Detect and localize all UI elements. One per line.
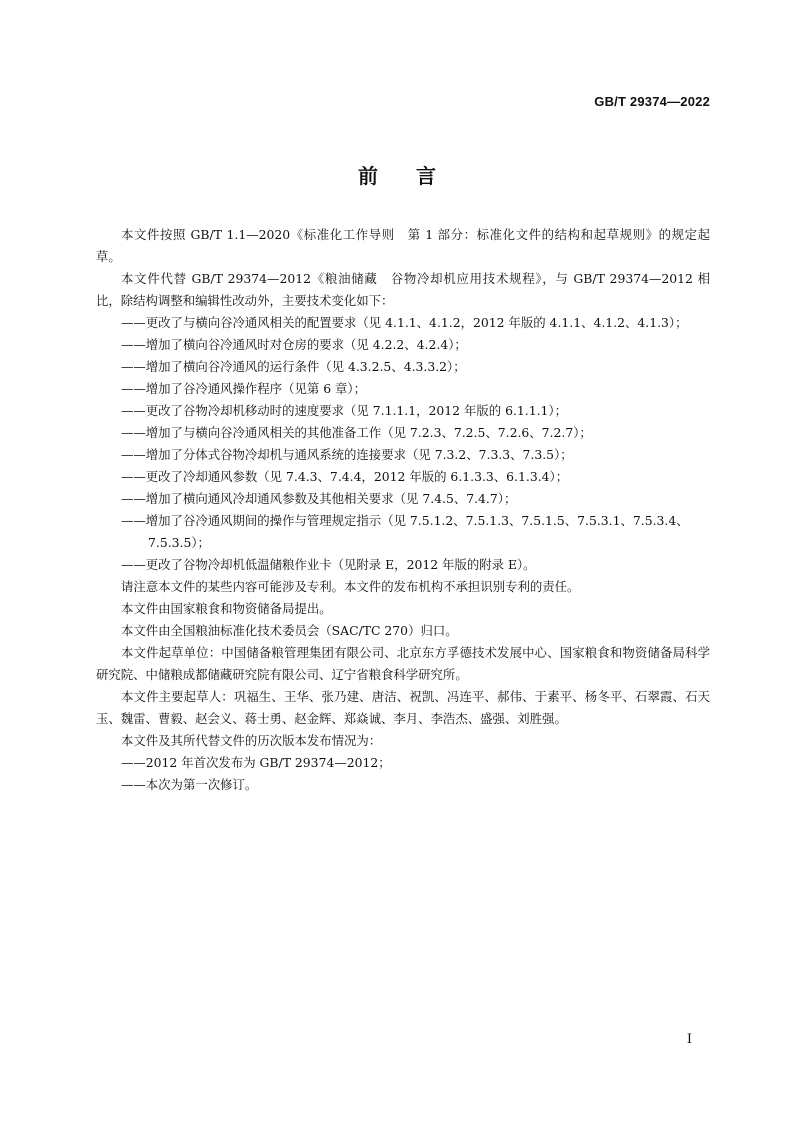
change-item: ——增加了与横向谷冷通风相关的其他准备工作（见 7.2.3、7.2.5、7.2.6、7.2.7）； — [121, 425, 592, 440]
paragraph-drafting-units: 本文件起草单位：中国储备粮管理集团有限公司、北京东方孚德技术发展中心、国家粮食和物资储备局科学研究院、中储粮成都储藏研究院有限公司、辽宁省粮食科学研究所。 — [96, 645, 710, 682]
page-number: I — [686, 1032, 692, 1047]
change-item: ——更改了与横向谷冷通风相关的配置要求（见 4.1.1、4.1.2，2012 年版的 4.1.1、4.1.2、4.1.3）； — [121, 315, 688, 330]
change-item: ——增加了分体式谷物冷却机与通风系统的连接要求（见 7.3.2、7.3.3、7.3.5）； — [121, 447, 573, 462]
change-item: ——增加了横向谷冷通风时对仓房的要求（见 4.2.2、4.2.4）； — [121, 337, 467, 352]
foreword-body — [96, 224, 710, 796]
paragraph-version-history: 本文件及其所代替文件的历次版本发布情况为： — [121, 733, 382, 748]
page-title: 前言 — [358, 164, 474, 188]
change-item: ——更改了谷物冷却机移动时的速度要求（见 7.1.1.1，2012 年版的 6.1.1.1）； — [121, 403, 568, 418]
history-item: ——本次为第一次修订。 — [121, 777, 258, 792]
standard-code: GB/T 29374—2022 — [594, 94, 710, 109]
change-item: ——增加了谷冷通风期间的操作与管理规定指示（见 7.5.1.2、7.5.1.3、7.5.1.5、7.5.3.1、7.5.3.4、7.5.3.5）； — [121, 513, 689, 550]
change-item: ——增加了横向谷冷通风的运行条件（见 4.3.2.5、4.3.3.2）； — [121, 359, 466, 374]
history-item: ——2012 年首次发布为 GB/T 29374—2012； — [121, 755, 391, 770]
paragraph-replacement: 本文件代替 GB/T 29374—2012《粮油储藏 谷物冷却机应用技术规程》，与 GB/T 29374—2012 相比，除结构调整和编辑性改动外，主要技术变化如下： — [96, 271, 710, 308]
change-item: ——增加了谷冷通风操作程序（见第 6 章）； — [121, 381, 366, 396]
paragraph-technical-committee: 本文件由全国粮油标准化技术委员会（SAC/TC 270）归口。 — [121, 623, 458, 638]
paragraph-proposer: 本文件由国家粮食和物资储备局提出。 — [121, 601, 332, 616]
change-item: ——更改了谷物冷却机低温储粮作业卡（见附录 E，2012 年版的附录 E）。 — [121, 557, 536, 572]
paragraph-patent-notice: 请注意本文件的某些内容可能涉及专利。本文件的发布机构不承担识别专利的责任。 — [121, 579, 580, 594]
paragraph-drafters: 本文件主要起草人：巩福生、王华、张乃建、唐洁、祝凯、冯连平、郝伟、于素平、杨冬平、石翠霞、石天玉、魏雷、曹毅、赵会义、蒋士勇、赵金辉、郑焱诚、李月、李浩杰、盛强、刘胜强。 — [96, 689, 710, 726]
paragraph-drafting-rules: 本文件按照 GB/T 1.1—2020《标准化工作导则 第 1 部分：标准化文件的结构和起草规则》的规定起草。 — [96, 227, 710, 264]
change-item: ——增加了横向通风冷却通风参数及其他相关要求（见 7.4.5、7.4.7）； — [121, 491, 517, 506]
change-item: ——更改了冷却通风参数（见 7.4.3、7.4.4，2012 年版的 6.1.3.3、6.1.3.4）； — [121, 469, 569, 484]
